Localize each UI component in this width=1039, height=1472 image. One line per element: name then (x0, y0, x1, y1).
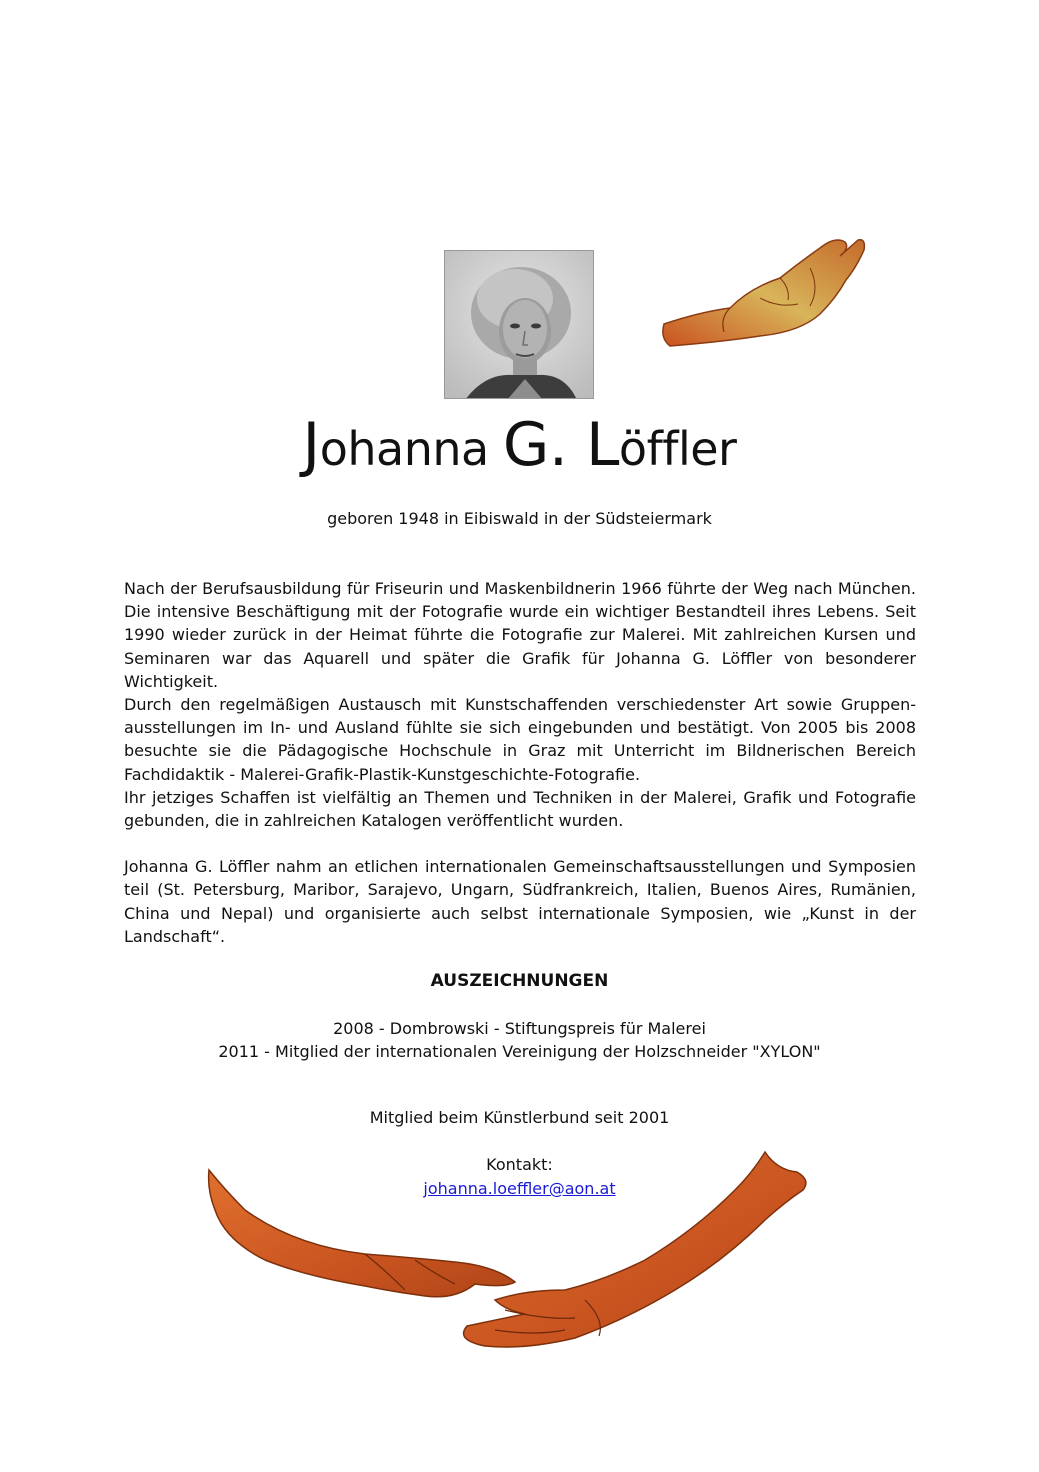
bio-paragraph-1: Nach der Berufsausbildung für Friseurin und Maskenbildnerin 1966 führte der Weg nach München. Die intensive Beschäftigung mit der Fotografie wurde ein wichtiger Bestandteil ihres Lebens. Seit 1990 wieder zurück in der Heimat führte die Fotografie zur Malerei. Mit zahlreichen Kursen und Seminaren war das Aquarell und später die Grafik für Johanna G. Löffler von besonderer Wichtigkeit. (124, 579, 916, 691)
membership-info: Mitglied beim Künstlerbund seit 2001 (369, 1108, 670, 1127)
contact-label: Kontakt: (486, 1155, 553, 1174)
birth-info: geboren 1948 in Eibiswald in der Südsteiermark (327, 509, 712, 528)
contact-email-link[interactable]: johanna.loeffler@aon.at (423, 1179, 616, 1198)
name-first-rest: ohanna (319, 422, 503, 476)
name-first-initial: J (302, 410, 320, 480)
bio-paragraph-4: Johanna G. Löffler nahm an etlichen internationalen Gemeinschaftsausstellungen und Symposien teil (St. Petersburg, Maribor, Sarajevo, Ungarn, Südfrankreich, Italien, Buenos Aires, Rumänien, China und Nepal) und organisierte auch selbst internationale Symposien, wie „Kunst in der Landschaft“. (124, 857, 916, 946)
awards-heading: AUSZEICHNUNGEN (430, 971, 609, 991)
bio-paragraph-3: Ihr jetziges Schaffen ist vielfältig an Themen und Techniken in der Malerei, Grafik und Fotografie gebunden, die in zahlreichen Katalogen veröffentlicht wurden. (124, 787, 916, 831)
portrait-photo (444, 250, 594, 399)
bio-paragraph-2: Durch den regelmäßigen Austausch mit Kunstschaffenden verschiedenster Art sowie Gruppen-ausstellungen im In- und Ausland fühlte sie sich eingebunden und bestätigt. Von 2005 bis 2008 besuchte sie die Pädagogische Hochschule in Graz mit Unterricht im Bildnerischen Bereich Fachdidaktik - Malerei-Grafik-Plastik-Kunstgeschichte-Fotografie. (124, 695, 916, 784)
awards-list (0, 1017, 1039, 1063)
hand-illustration-top (660, 228, 870, 353)
artist-name (0, 410, 1039, 480)
name-middle: G. (502, 410, 568, 480)
award-item: 2008 - Dombrowski - Stiftungspreis für Malerei (333, 1019, 706, 1038)
name-last-initial: L (567, 410, 619, 480)
portrait-image (445, 251, 594, 399)
award-item: 2011 - Mitglied der internationalen Vereinigung der Holzschneider "XYLON" (218, 1042, 821, 1061)
hands-illustration-bottom (205, 1150, 815, 1355)
name-last-rest: öffler (618, 422, 737, 476)
biography (124, 577, 916, 948)
